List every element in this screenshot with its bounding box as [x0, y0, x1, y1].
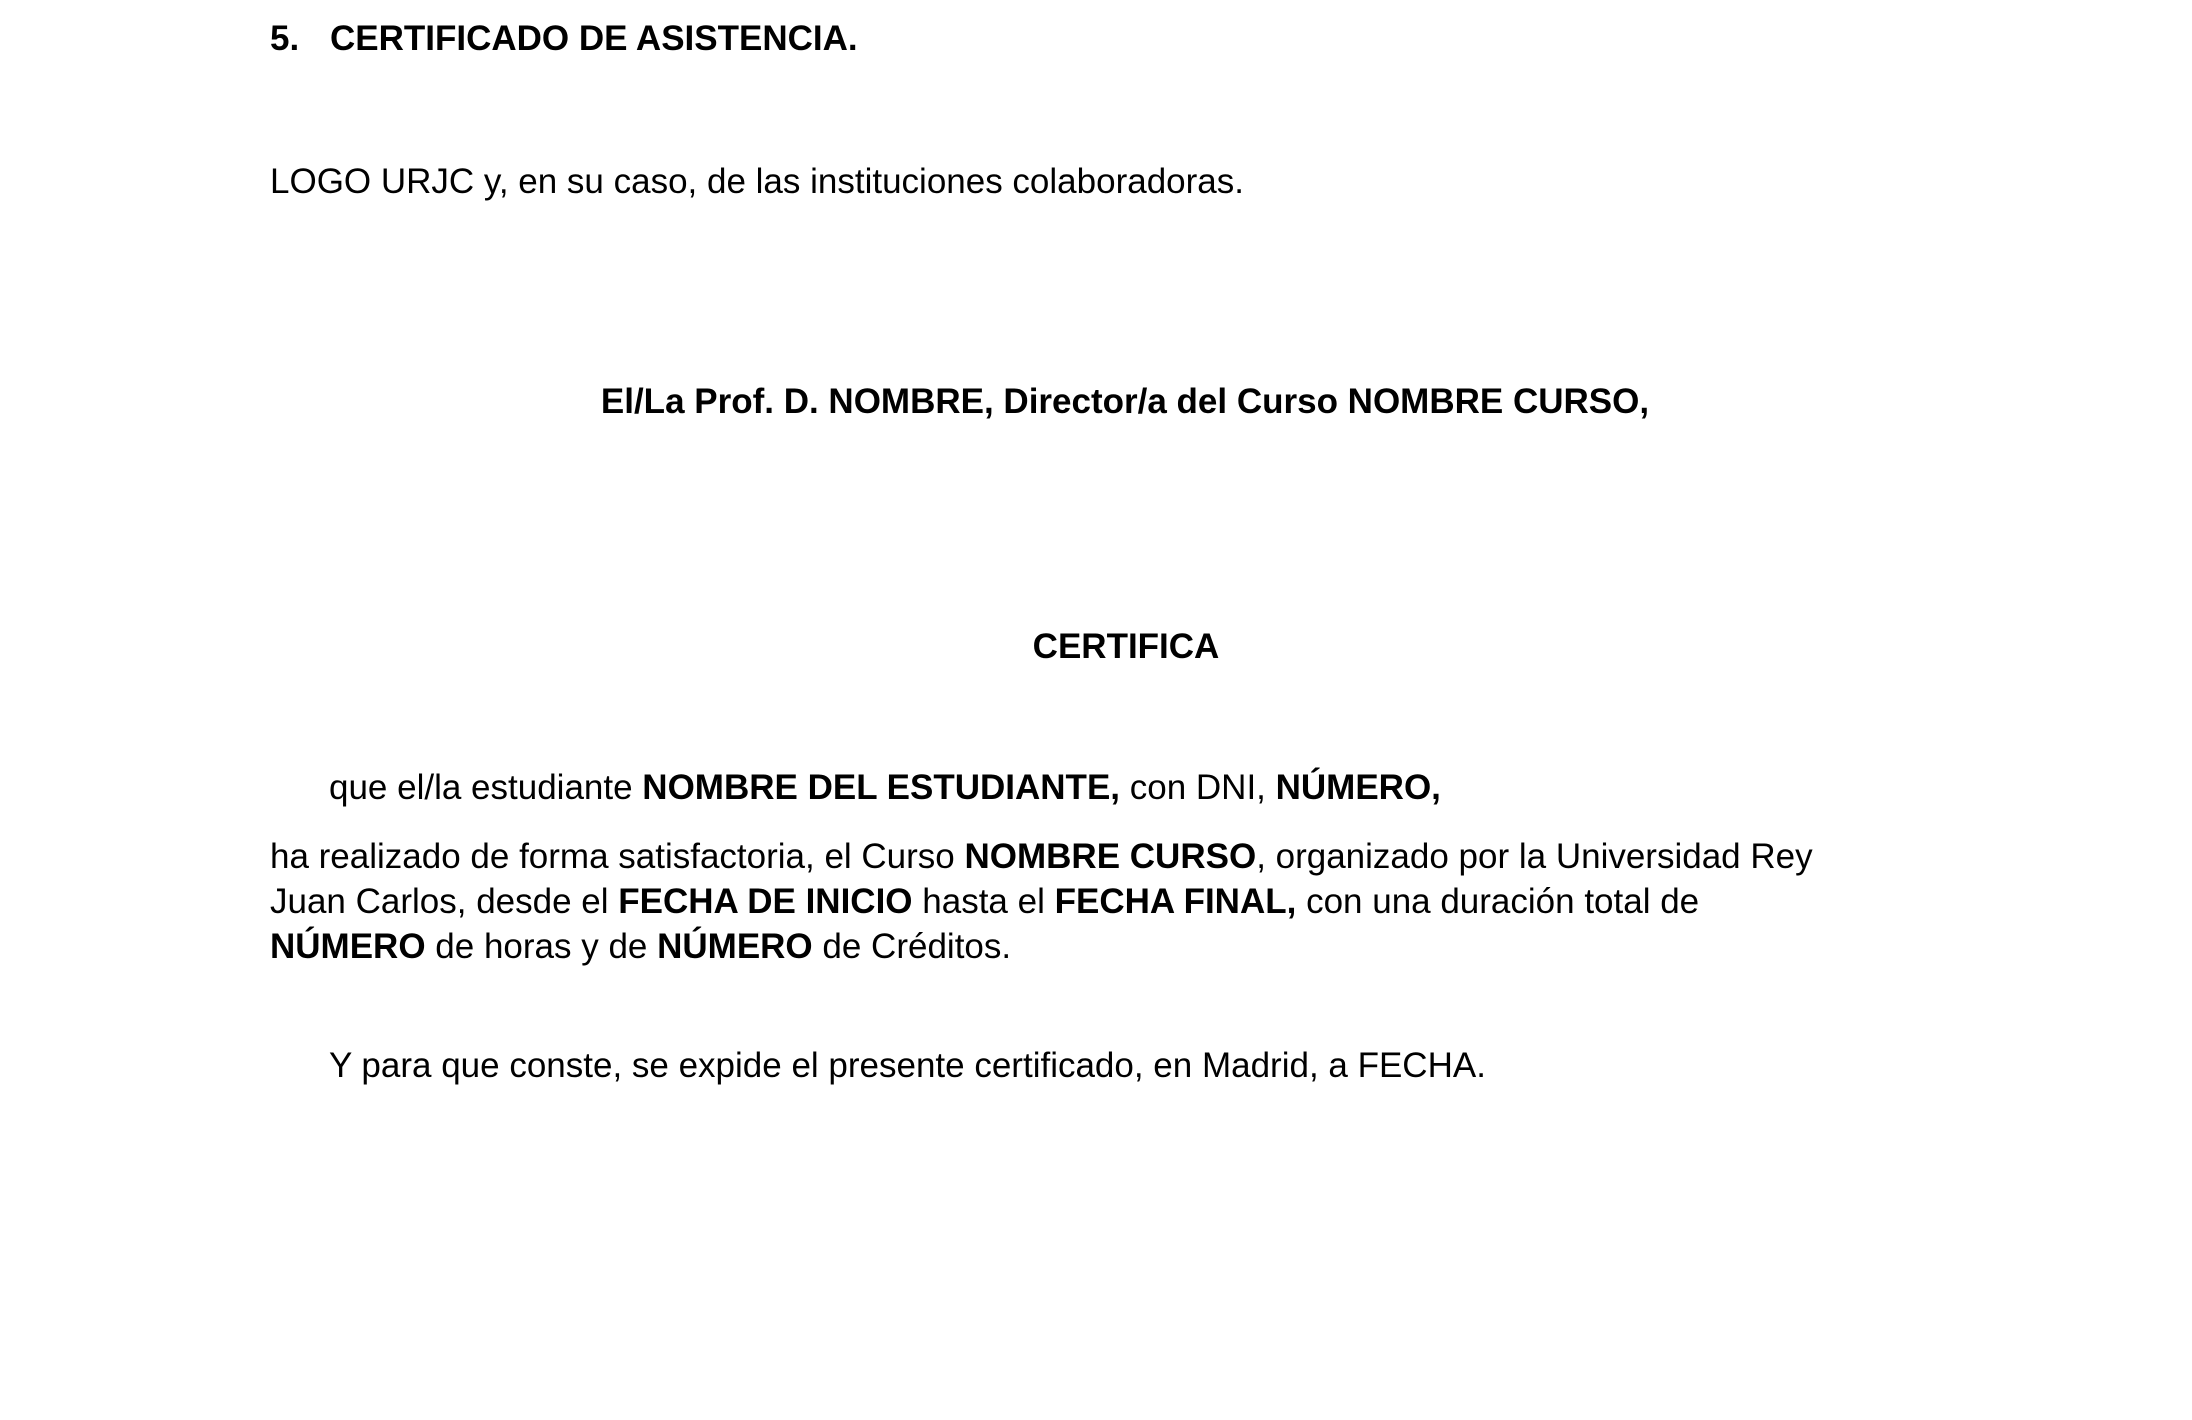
paragraph-line-2	[270, 879, 1813, 924]
paragraph-line-3	[270, 924, 1813, 969]
student-dni-text: con DNI,	[1120, 768, 1276, 807]
student-text: que el/la estudiante	[329, 768, 643, 807]
paragraph-text: Juan Carlos, desde el	[270, 882, 619, 921]
paragraph-text: hasta el	[912, 882, 1055, 921]
course-name-placeholder: NOMBRE CURSO	[964, 837, 1257, 876]
paragraph-text: ha realizado de forma satisfactoria, el Curso	[270, 837, 965, 876]
logo-placeholder-note: LOGO URJC y, en su caso, de las instituciones colaboradoras.	[270, 162, 1244, 201]
student-dni-placeholder: NÚMERO,	[1275, 768, 1441, 807]
paragraph-text: de horas y de	[425, 927, 658, 966]
director-line: El/La Prof. D. NOMBRE, Director/a del Curso NOMBRE CURSO,	[600, 382, 1650, 421]
paragraph-text: de Créditos.	[812, 927, 1012, 966]
hours-placeholder: NÚMERO	[270, 927, 426, 966]
course-paragraph	[270, 834, 1813, 969]
closing-line: Y para que conste, se expide el presente certificado, en Madrid, a FECHA.	[329, 1046, 1486, 1085]
section-heading	[270, 16, 858, 61]
end-date-placeholder: FECHA FINAL,	[1054, 882, 1297, 921]
start-date-placeholder: FECHA DE INICIO	[618, 882, 913, 921]
certifica-title: CERTIFICA	[1032, 627, 1220, 666]
paragraph-text: con una duración total de	[1296, 882, 1700, 921]
credits-placeholder: NÚMERO	[657, 927, 813, 966]
paragraph-line-1	[270, 834, 1813, 879]
section-title: CERTIFICADO DE ASISTENCIA.	[330, 19, 858, 58]
student-name-placeholder: NOMBRE DEL ESTUDIANTE,	[642, 768, 1121, 807]
student-line	[329, 765, 1441, 810]
paragraph-text: , organizado por la Universidad Rey	[1256, 837, 1813, 876]
section-number: 5.	[270, 19, 300, 58]
